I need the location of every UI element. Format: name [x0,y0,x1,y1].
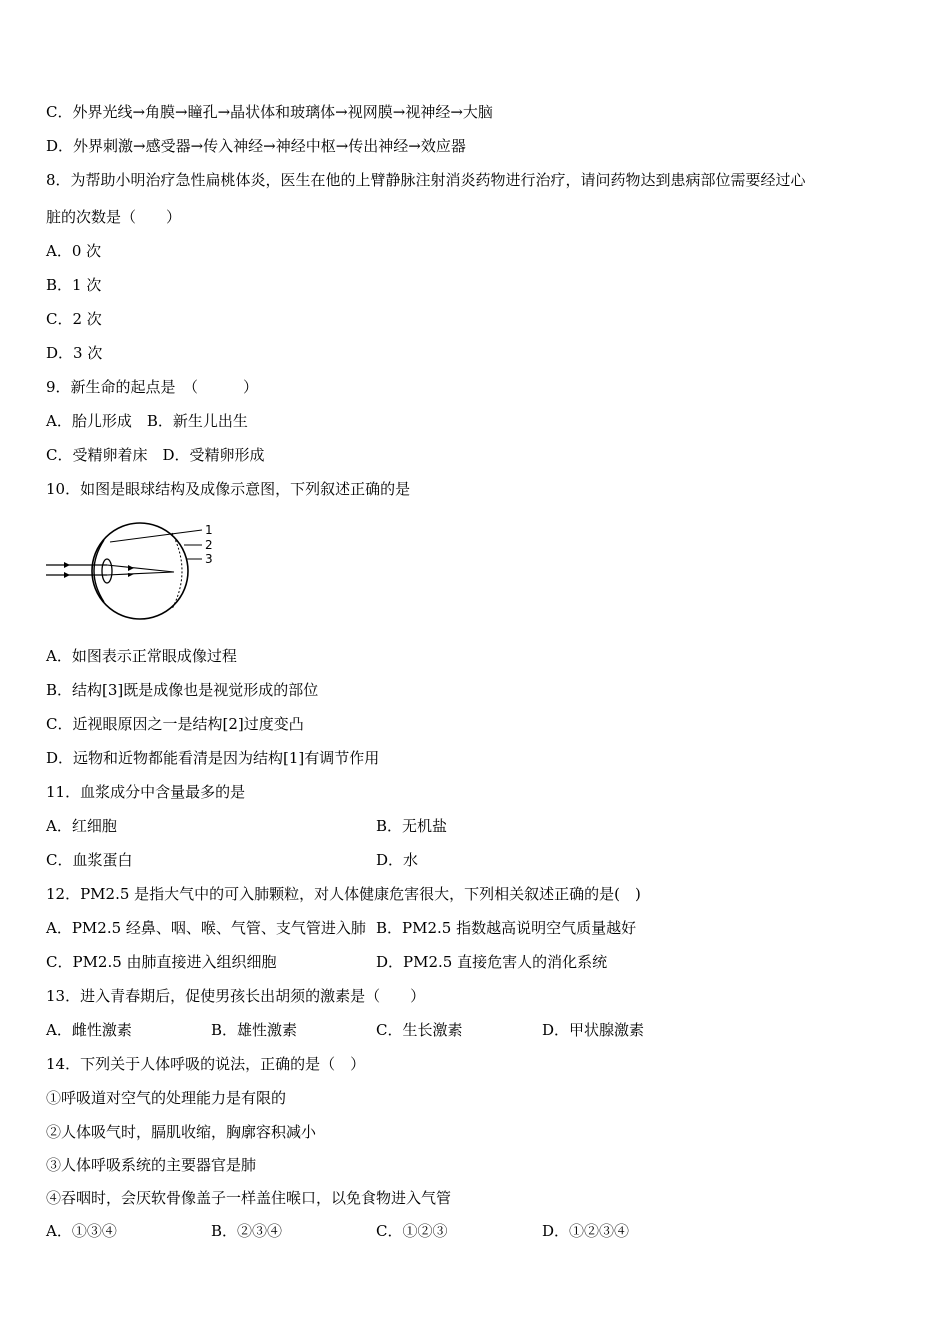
q12-stem: 12．PM2.5 是指大气中的可入肺颗粒，对人体健康危害很大，下列相关叙述正确的是( ) [46,885,641,903]
q12-option-b: B．PM2.5 指数越高说明空气质量越好 [376,919,637,937]
q8-option-d: D．3 次 [46,344,103,362]
q12-option-a: A．PM2.5 经鼻、咽、喉、气管、支气管进入肺 [46,919,366,937]
q10-option-a: A．如图表示正常眼成像过程 [46,647,237,665]
eyeball-outline [92,523,188,619]
q14-statement-4: ④吞咽时，会厌软骨像盖子一样盖住喉口，以免食物进入气管 [46,1189,452,1207]
q9-options-cd: C．受精卵着床 D．受精卵形成 [46,446,265,464]
figure-label-2: 2 [205,538,213,552]
ray-arrow-1 [64,562,70,568]
q13-option-a: A．雌性激素 [46,1021,132,1039]
q8-option-c: C．2 次 [46,310,102,328]
q14-statement-3: ③人体呼吸系统的主要器官是肺 [46,1156,257,1174]
q9-stem: 9．新生命的起点是 （ ） [46,378,259,396]
q10-option-b: B．结构[3]既是成像也是视觉形成的部位 [46,681,319,699]
q14-stem: 14．下列关于人体呼吸的说法，正确的是（ ） [46,1055,366,1073]
q7-option-d: D．外界刺激→感受器→传入神经→神经中枢→传出神经→效应器 [46,137,466,155]
refracted-ray-lower [107,572,174,575]
figure-label-3: 3 [205,552,213,566]
q8-stem-line2: 脏的次数是（ ） [46,208,182,226]
q14-statement-1: ①呼吸道对空气的处理能力是有限的 [46,1089,287,1107]
q12-option-c: C．PM2.5 由肺直接进入组织细胞 [46,953,277,971]
figure-label-1: 1 [205,523,213,537]
eyeball-diagram-svg [44,518,224,624]
ray-arrow-3 [128,565,134,571]
q13-option-d: D．甲状腺激素 [542,1021,645,1039]
q14-option-d: D．①②③④ [542,1222,630,1240]
q13-stem: 13．进入青春期后，促使男孩长出胡须的激素是（ ） [46,987,426,1005]
q13-option-b: B．雄性激素 [211,1021,298,1039]
q9-options-ab: A．胎儿形成 B．新生儿出生 [46,412,248,430]
q11-option-a: A．红细胞 [46,817,117,835]
q14-option-a: A．①③④ [46,1222,117,1240]
ray-arrow-2 [64,572,70,578]
q10-option-d: D．远物和近物都能看清是因为结构[1]有调节作用 [46,749,380,767]
q13-option-c: C．生长激素 [376,1021,463,1039]
q7-option-c: C．外界光线→角膜→瞳孔→晶状体和玻璃体→视网膜→视神经→大脑 [46,103,493,121]
refracted-ray-upper [107,565,174,572]
q11-stem: 11．血浆成分中含量最多的是 [46,783,246,801]
q8-option-b: B．1 次 [46,276,102,294]
q12-option-d: D．PM2.5 直接危害人的消化系统 [376,953,608,971]
q11-option-d: D．水 [376,851,419,869]
lens [102,559,112,583]
q14-option-b: B．②③④ [211,1222,283,1240]
q14-option-c: C．①②③ [376,1222,448,1240]
eyeball-diagram [44,518,224,624]
q8-option-a: A．0 次 [46,242,102,260]
leader-line-1 [110,530,202,542]
q8-stem-line1: 8．为帮助小明治疗急性扁桃体炎，医生在他的上臂静脉注射消炎药物进行治疗，请问药物达到患病部位需要经过心 [46,171,806,189]
q14-statement-2: ②人体吸气时，膈肌收缩，胸廓容积减小 [46,1123,317,1141]
q11-option-b: B．无机盐 [376,817,448,835]
q10-stem: 10．如图是眼球结构及成像示意图，下列叙述正确的是 [46,480,411,498]
q10-option-c: C．近视眼原因之一是结构[2]过度变凸 [46,715,304,733]
q11-option-c: C．血浆蛋白 [46,851,133,869]
